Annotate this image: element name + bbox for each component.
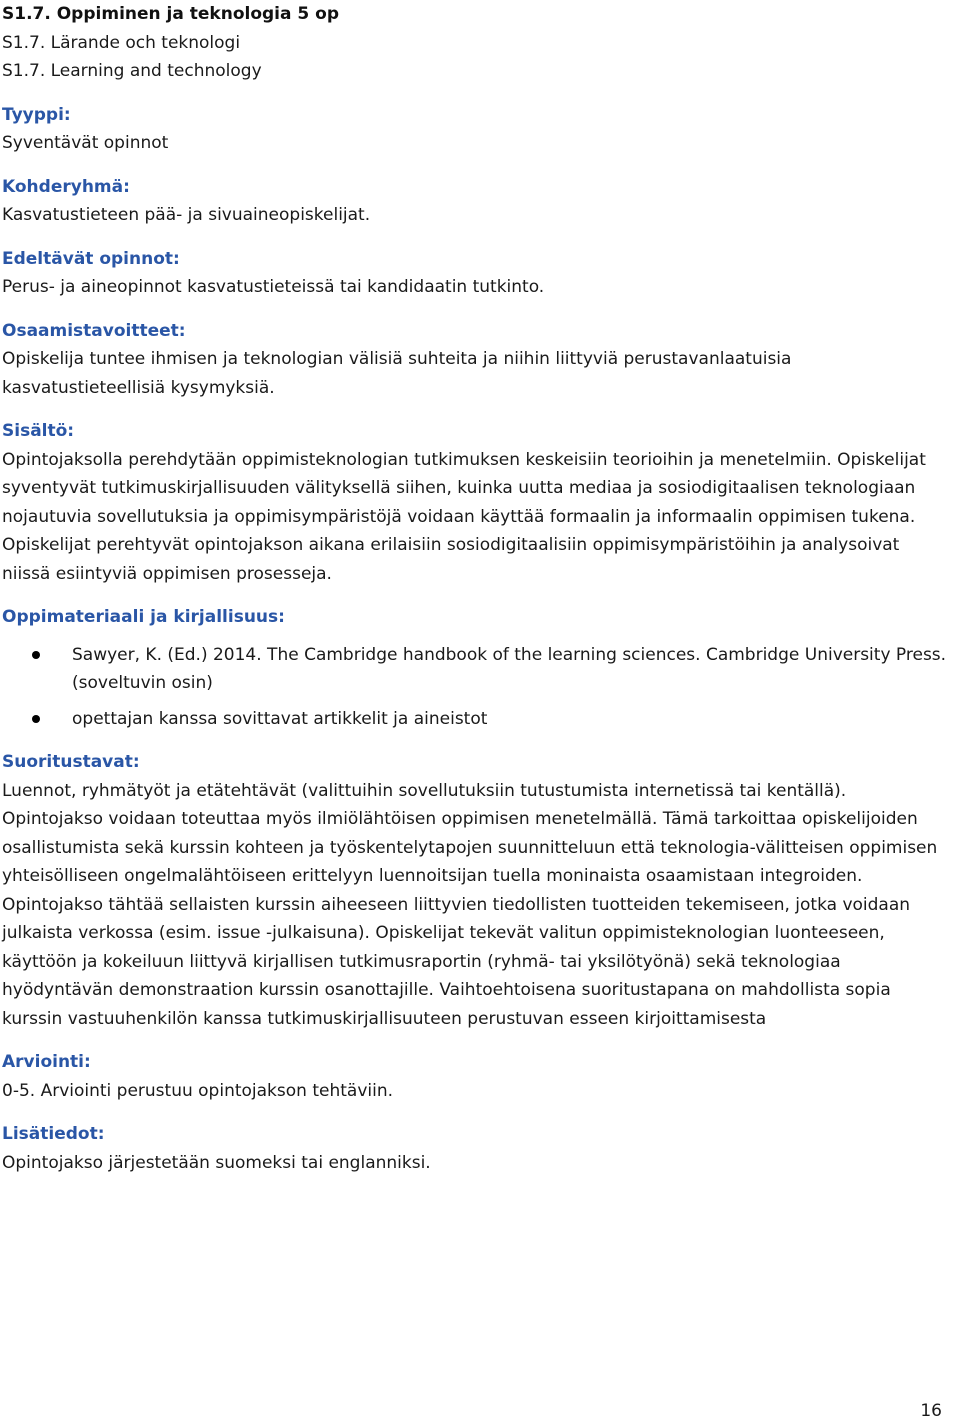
- section-heading: Sisältö:: [2, 421, 75, 441]
- section-lisatiedot: [2, 1120, 952, 1177]
- section-suoritustavat: [2, 748, 952, 1033]
- section-kohderyhma: [2, 173, 952, 230]
- section-heading: Tyyppi:: [2, 104, 71, 125]
- section-osaamistavoitteet: [2, 317, 952, 403]
- section-arviointi: [2, 1048, 952, 1105]
- bullet-icon: [32, 715, 40, 723]
- section-heading: Oppimateriaali ja kirjallisuus:: [2, 607, 285, 627]
- document-page: [2, 0, 952, 1177]
- section-heading: Suoritustavat:: [2, 752, 140, 772]
- list-item: [2, 641, 952, 698]
- section-text: 0-5. Arviointi perustuu opintojakson tehtäviin.: [2, 1080, 393, 1101]
- course-title-fi: S1.7. Oppiminen ja teknologia 5 op: [2, 4, 339, 24]
- section-heading: Osaamistavoitteet:: [2, 320, 186, 341]
- section-heading: Edeltävät opinnot:: [2, 248, 180, 269]
- section-text: Perus- ja aineopinnot kasvatustieteissä tai kandidaatin tutkinto.: [2, 277, 545, 297]
- section-heading: Arviointi:: [2, 1052, 91, 1072]
- section-edeltavat-opinnot: [2, 245, 952, 302]
- section-tyyppi: [2, 101, 952, 158]
- section-heading: Lisätiedot:: [2, 1124, 105, 1144]
- section-text: Opintojaksolla perehdytään oppimisteknologian tutkimuksen keskeisiin teorioihin ja menetelmiin. Opiskelijat syventyvät tutkimuskirjallisuuden välityksellä siihen, kuinka uutta mediaa ja sosiodigitaalisen teknologiaan nojautuvia sovellutuksia ja oppimisympäristöjä voidaan käyttää formaalin ja informaalin oppimisen tukena. Opiskelijat perehtyvät opintojakson aikana erilaisiin sosiodigitaalisiin oppimisympäristöihin ja analysoivat niissä esiintyviä oppimisen prosesseja.: [2, 449, 926, 584]
- course-title-sv: S1.7. Lärande och teknologi: [2, 32, 241, 53]
- section-text: Opiskelija tuntee ihmisen ja teknologian välisiä suhteita ja niihin liittyviä perustavanlaatuisia kasvatustieteellisiä kysymyksiä.: [2, 349, 792, 398]
- section-text: Kasvatustieteen pää- ja sivuaineopiskelijat.: [2, 205, 371, 225]
- course-title-block: [2, 0, 952, 86]
- section-heading: Kohderyhmä:: [2, 176, 130, 197]
- course-title-en: S1.7. Learning and technology: [2, 61, 262, 81]
- page-number: 16: [920, 1401, 942, 1421]
- list-item-text: opettajan kanssa sovittavat artikkelit ja aineistot: [72, 708, 488, 729]
- list-item-text: Sawyer, K. (Ed.) 2014. The Cambridge handbook of the learning sciences. Cambridge University Press. (soveltuvin osin): [72, 644, 947, 693]
- section-oppimateriaali: [2, 603, 952, 733]
- section-text: Syventävät opinnot: [2, 133, 169, 153]
- bullet-icon: [32, 651, 40, 659]
- literature-list: [2, 641, 952, 734]
- list-item: [2, 705, 952, 734]
- section-sisalto: [2, 417, 952, 588]
- section-text: Luennot, ryhmätyöt ja etätehtävät (valittuihin sovellutuksiin tutustumista internetissä tai kentällä). Opintojakso voidaan toteuttaa myös ilmiölähtöisen oppimisen menetelmällä. Tämä tarkoittaa opiskelijoiden osallistumista sekä kurssin kohteen ja työskentelytapojen suunnitteluun että teknologia-välitteisen oppimisen yhteisölliseen ongelmalähtöiseen erittelyyn luennoitsijan tuella moninaista osaamistaan integroiden. Opintojakso tähtää sellaisten kurssin aiheeseen liittyvien tiedollisten tuotteiden tekemiseen, jotka voidaan julkaista verkossa (esim. issue -julkaisuna). Opiskelijat tekevät valitun oppimisteknologian luonteeseen, käyttöön ja kokeiluun liittyvä kirjallisen tutkimusraportin (ryhmä- tai yksilötyönä) sekä teknologiaa hyödyntävän demonstraation kurssin osanottajille. Vaihtoehtoisena suoritustapana on mahdollista sopia kurssin vastuuhenkilön kanssa tutkimuskirjallisuuteen perustuvan esseen kirjoittamisesta: [2, 780, 938, 1029]
- section-text: Opintojakso järjestetään suomeksi tai englanniksi.: [2, 1152, 431, 1173]
